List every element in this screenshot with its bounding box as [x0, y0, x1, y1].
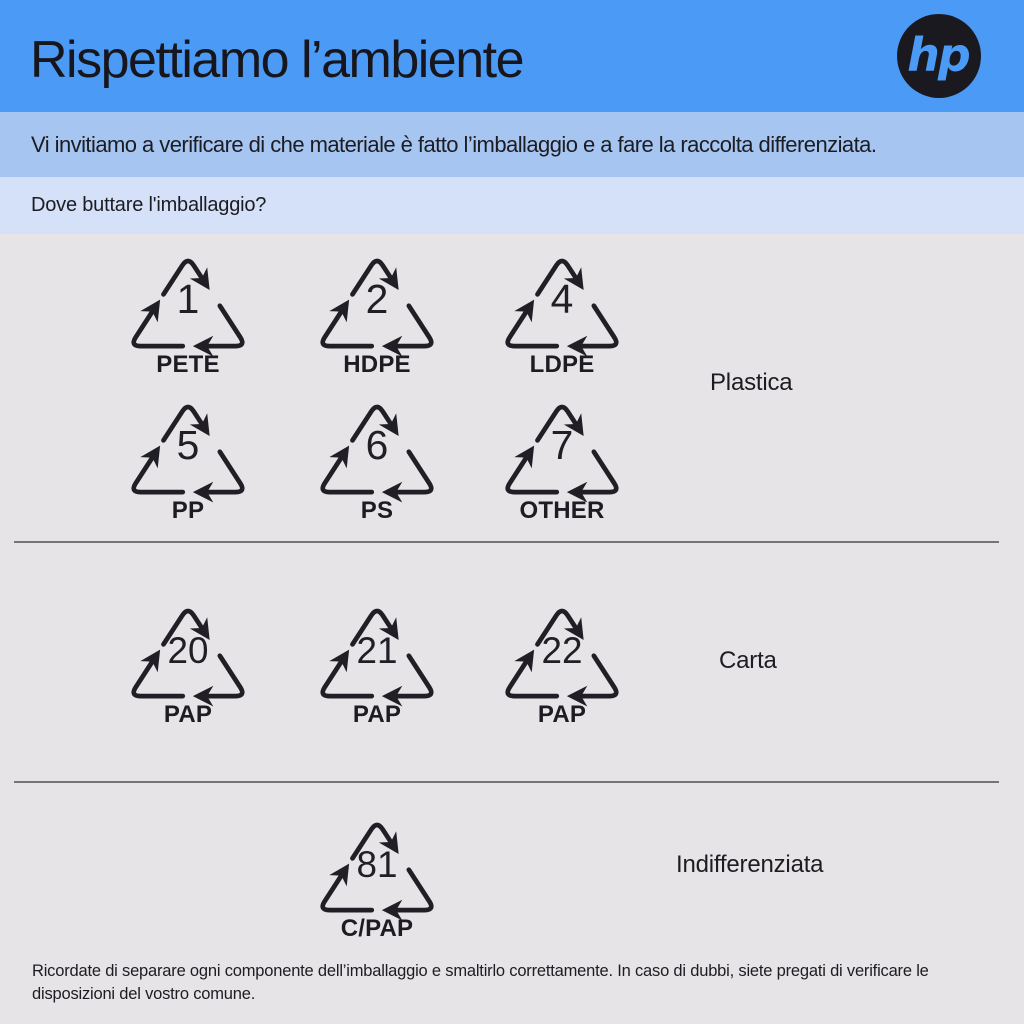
hp-logo [896, 13, 982, 99]
material-code-label: PAP [352, 701, 402, 728]
question-band [0, 177, 1024, 234]
symbols-panel [0, 234, 1024, 1024]
recycling-symbol-81-c-pap [311, 810, 443, 943]
material-code-label: OTHER [519, 497, 605, 524]
recycling-symbol-6-ps [311, 392, 443, 525]
material-code-number: 22 [541, 630, 583, 672]
recycling-symbol-20-pap [122, 596, 254, 729]
subheader-band [0, 112, 1024, 177]
material-code-number: 20 [167, 630, 209, 672]
recycling-triangle-icon [122, 596, 254, 704]
category-label-indifferenziata: Indifferenziata [676, 851, 824, 878]
divider-line [14, 781, 999, 783]
recycling-triangle-icon [311, 392, 443, 500]
recycling-triangle-icon [496, 596, 628, 704]
subheader-text: Vi invitiamo a verificare di che materiale è fatto l’imballaggio e a fare la raccolta differenziata. [31, 131, 877, 157]
material-code-number: 4 [550, 276, 574, 323]
footer-note [32, 960, 952, 1006]
question-text: Dove buttare l'imballaggio? [31, 194, 267, 216]
divider-line [14, 541, 999, 543]
material-code-number: 6 [365, 422, 389, 469]
material-code-label: PAP [163, 701, 213, 728]
hp-logo-icon [896, 13, 982, 99]
category-label-plastica: Plastica [710, 369, 793, 396]
recycling-symbol-4-ldpe [496, 246, 628, 379]
material-code-number: 21 [356, 630, 398, 672]
material-code-number: 5 [176, 422, 200, 469]
header-band [0, 0, 1024, 112]
recycling-symbol-5-pp [122, 392, 254, 525]
material-code-label: PAP [537, 701, 587, 728]
recycling-triangle-icon [311, 810, 443, 918]
recycling-triangle-icon [311, 596, 443, 704]
material-code-label: PS [360, 497, 394, 524]
material-code-number: 2 [365, 276, 389, 323]
material-code-label: LDPE [529, 351, 595, 378]
material-code-label: PETE [156, 351, 220, 378]
footer-text: Ricordate di separare ogni componente dell’imballaggio e smaltirlo correttamente. In caso di dubbi, siete pregati di verificare le disposizioni del vostro comune. [32, 962, 929, 1004]
recycling-symbol-22-pap [496, 596, 628, 729]
material-code-label: C/PAP [340, 915, 414, 942]
material-code-label: PP [171, 497, 205, 524]
recycling-triangle-icon [311, 246, 443, 354]
recycling-symbol-7-other [496, 392, 628, 525]
category-label-carta: Carta [719, 647, 777, 674]
recycling-triangle-icon [122, 392, 254, 500]
material-code-label: HDPE [343, 351, 411, 378]
recycling-symbol-21-pap [311, 596, 443, 729]
page-title: Rispettiamo l’ambiente [30, 31, 524, 89]
recycling-symbol-1-pete [122, 246, 254, 379]
material-code-number: 7 [550, 422, 574, 469]
recycling-triangle-icon [496, 246, 628, 354]
material-code-number: 1 [176, 276, 200, 323]
recycling-symbol-2-hdpe [311, 246, 443, 379]
material-code-number: 81 [356, 844, 398, 886]
hp-logo-text: hp [907, 28, 969, 82]
recycling-triangle-icon [122, 246, 254, 354]
recycling-triangle-icon [496, 392, 628, 500]
